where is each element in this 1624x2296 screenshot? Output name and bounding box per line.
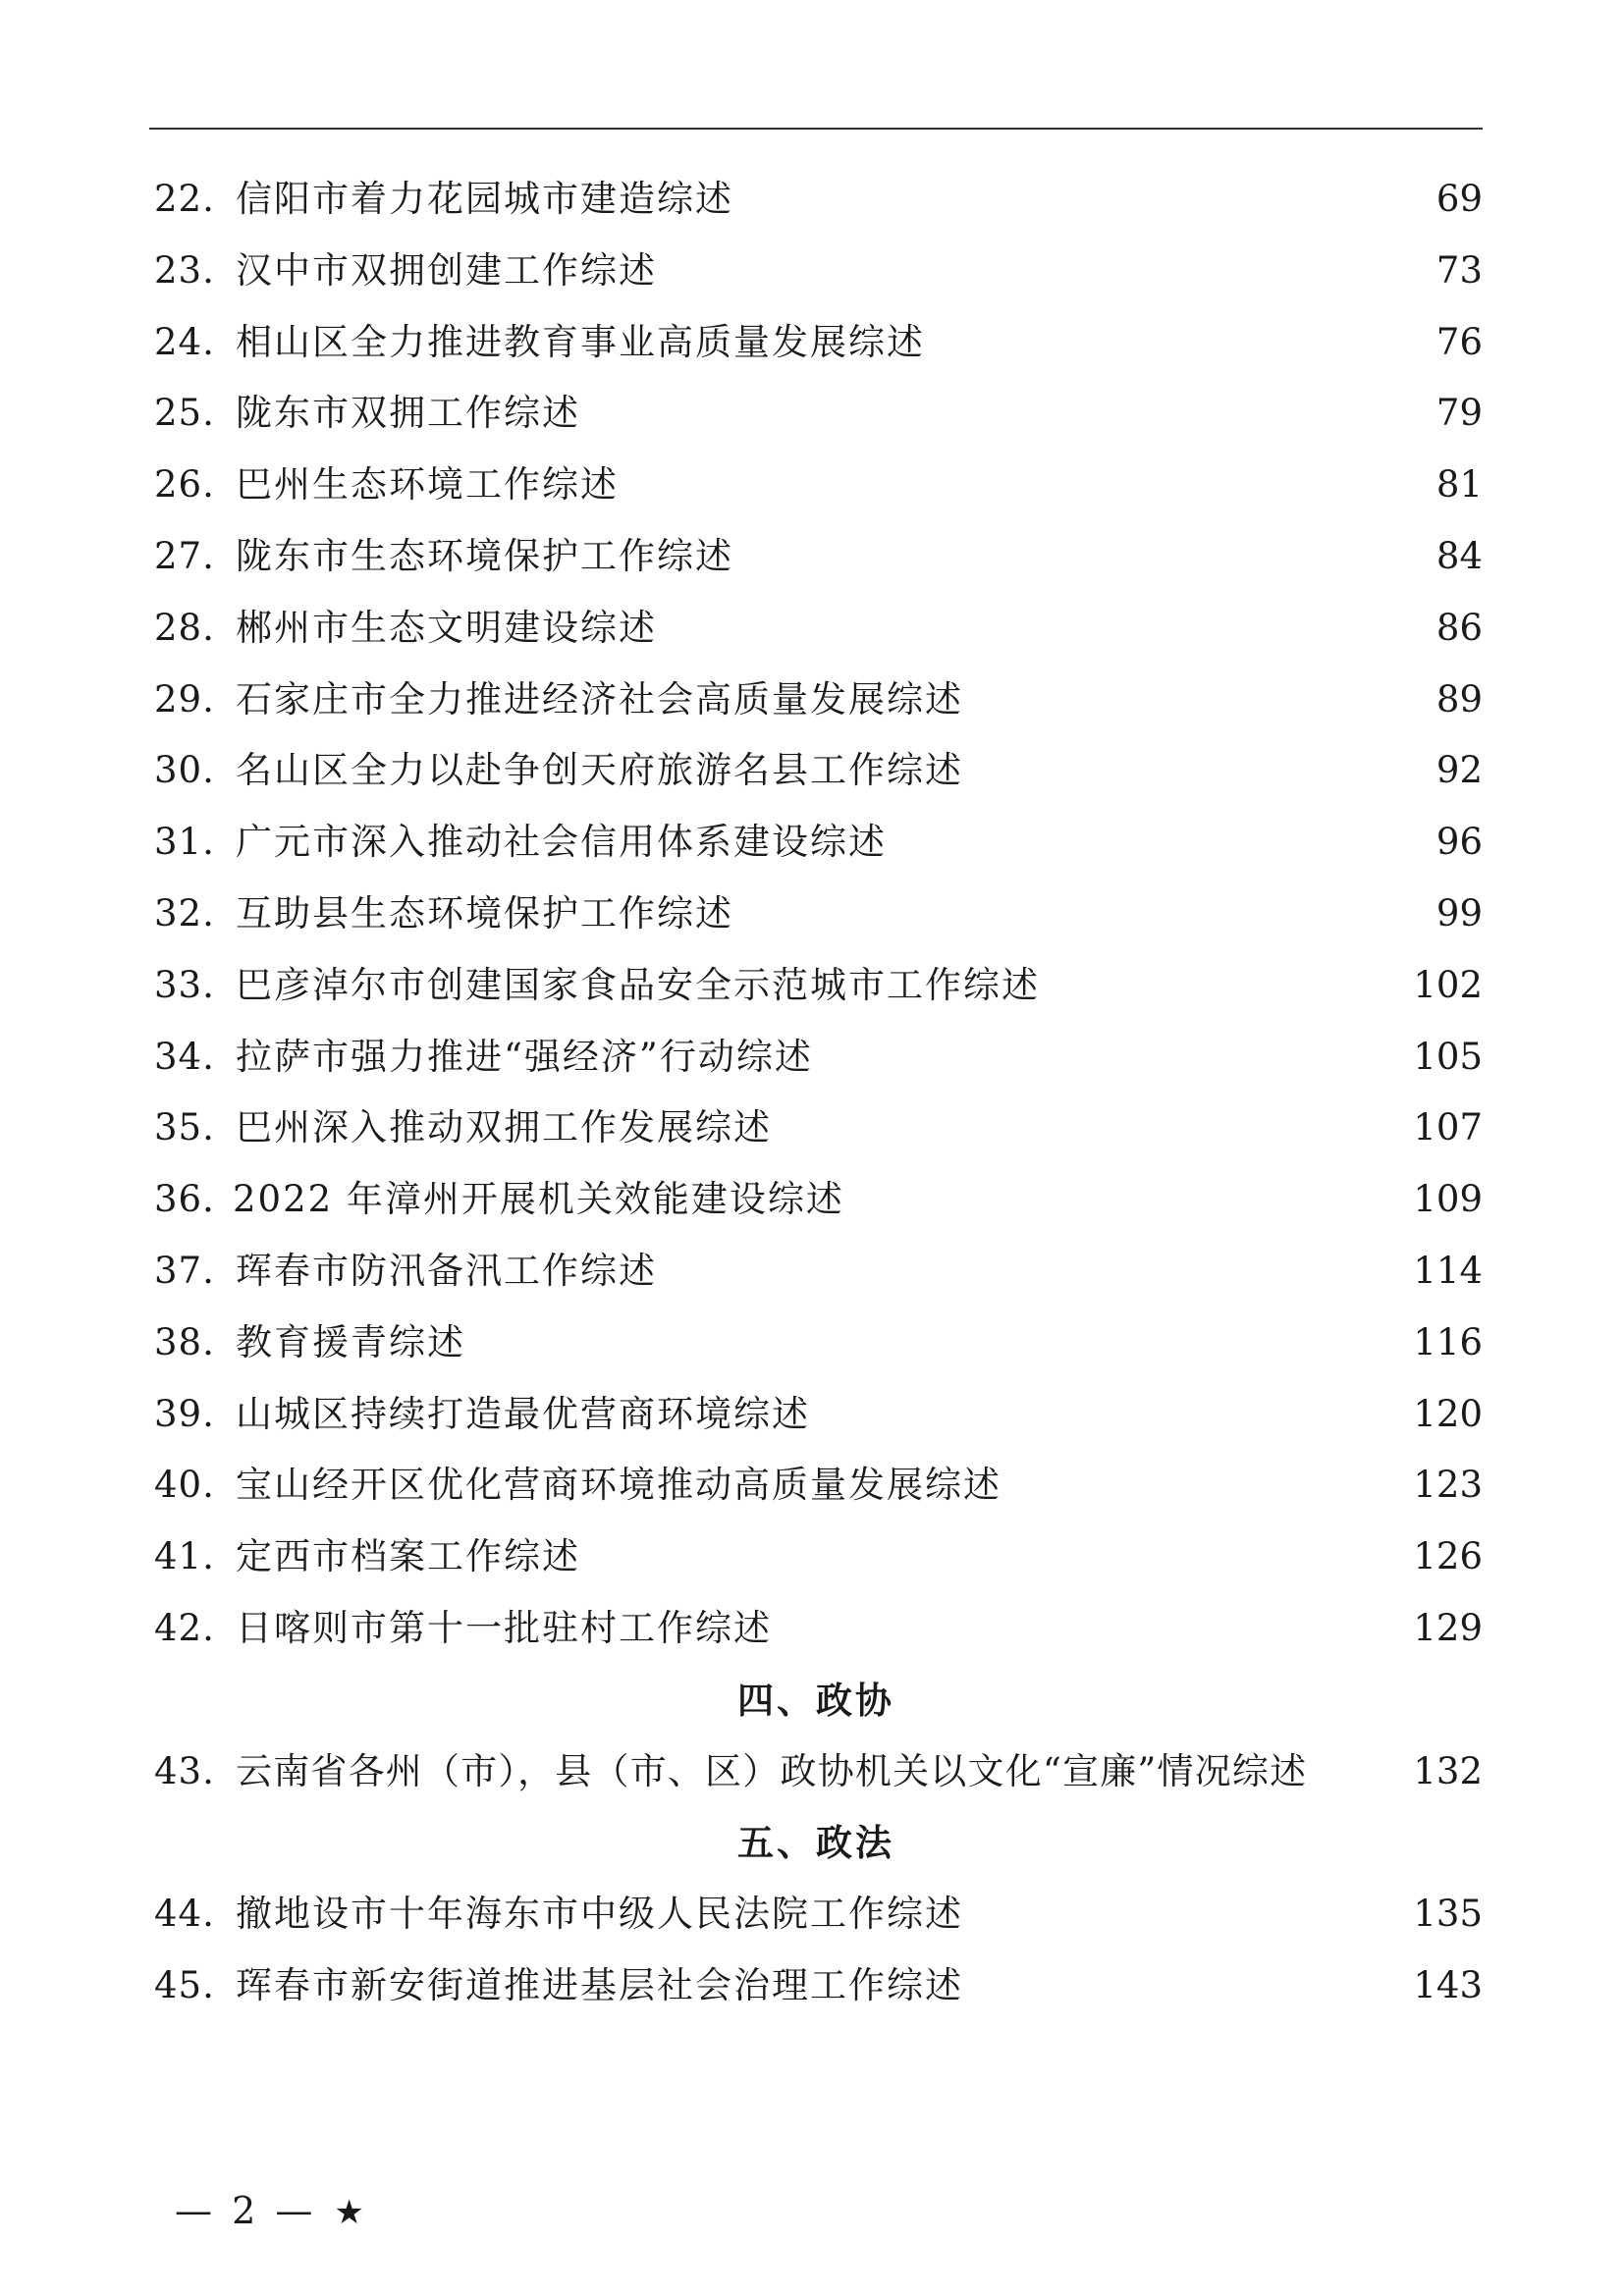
toc-entry-page: 132 xyxy=(1413,1749,1483,1792)
toc-entry-page: 89 xyxy=(1435,677,1483,721)
toc-entry-title: 广元市深入推动社会信用体系建设综述 xyxy=(236,821,887,864)
toc-entry-page: 120 xyxy=(1413,1392,1483,1435)
toc-entry-number: 40. xyxy=(154,1464,215,1507)
toc-entry-page: 116 xyxy=(1413,1320,1483,1363)
toc-entry[interactable] xyxy=(149,879,1483,950)
toc-entry-title: 互助县生态环境保护工作综述 xyxy=(236,891,733,934)
table-of-contents xyxy=(149,164,1483,2022)
toc-entry[interactable] xyxy=(149,1522,1483,1593)
toc-entry-number: 31. xyxy=(154,821,215,864)
toc-entry-title: 巴州深入推动双拥工作发展综述 xyxy=(236,1106,772,1149)
toc-entry[interactable] xyxy=(149,1164,1483,1236)
toc-entry-title: 拉萨市强力推进“强经济”行动综述 xyxy=(236,1035,813,1078)
star-icon: ★ xyxy=(334,2193,368,2232)
toc-entry-number: 42. xyxy=(154,1606,215,1649)
toc-entry-page: 79 xyxy=(1435,392,1483,435)
toc-entry-number: 26. xyxy=(154,463,215,507)
toc-entry-number: 39. xyxy=(154,1392,215,1435)
toc-entry-number: 35. xyxy=(154,1106,215,1149)
toc-entry[interactable] xyxy=(149,1593,1483,1665)
toc-entry-page: 69 xyxy=(1435,178,1483,220)
toc-entry[interactable] xyxy=(149,1022,1483,1094)
toc-entry-title: 定西市档案工作综述 xyxy=(236,1535,580,1578)
page-number-marker: — 2 — xyxy=(175,2189,317,2232)
toc-entry-page: 84 xyxy=(1435,534,1483,577)
toc-entry-page: 76 xyxy=(1435,320,1483,363)
toc-entry-page: 107 xyxy=(1413,1106,1483,1149)
toc-entry-page: 114 xyxy=(1413,1249,1483,1292)
toc-entry[interactable] xyxy=(149,378,1483,450)
toc-entry[interactable] xyxy=(149,1308,1483,1379)
toc-entry[interactable] xyxy=(149,1879,1483,1950)
page-footer xyxy=(175,2189,368,2232)
toc-entry-page: 99 xyxy=(1435,891,1483,934)
toc-entry[interactable] xyxy=(149,665,1483,736)
section-heading: 五、政法 xyxy=(737,1821,894,1865)
toc-entry-number: 27. xyxy=(154,534,215,577)
toc-entry-page: 143 xyxy=(1413,1963,1483,2006)
toc-entry-number: 45. xyxy=(154,1963,215,2006)
toc-entry-page: 123 xyxy=(1413,1464,1483,1507)
toc-entry-number: 43. xyxy=(154,1749,215,1792)
toc-entry-title: 陇东市生态环境保护工作综述 xyxy=(236,534,733,577)
toc-entry-number: 37. xyxy=(154,1249,215,1292)
toc-entry-page: 109 xyxy=(1413,1178,1483,1221)
toc-entry-number: 32. xyxy=(154,891,215,934)
toc-entry-title: 陇东市双拥工作综述 xyxy=(236,392,580,435)
toc-entry-title: 石家庄市全力推进经济社会高质量发展综述 xyxy=(236,677,963,721)
toc-entry-title: 教育援青综述 xyxy=(236,1320,465,1363)
toc-entry[interactable] xyxy=(149,1093,1483,1164)
toc-entry-title: 宝山经开区优化营商环境推动高质量发展综述 xyxy=(236,1464,1001,1507)
toc-entry-title: 云南省各州（市），县（市、区）政协机关以文化“宣廉”情况综述 xyxy=(236,1749,1308,1792)
toc-entry-number: 41. xyxy=(154,1535,215,1578)
toc-entry[interactable] xyxy=(149,1736,1483,1808)
toc-entry-title: 信阳市着力花园城市建造综述 xyxy=(236,178,733,220)
toc-entry[interactable] xyxy=(149,1379,1483,1451)
toc-entry[interactable] xyxy=(149,236,1483,307)
toc-entry[interactable] xyxy=(149,164,1483,236)
toc-entry-number: 44. xyxy=(154,1893,215,1936)
toc-entry-page: 73 xyxy=(1435,248,1483,292)
toc-entry-number: 36． xyxy=(154,1178,241,1221)
toc-entry-number: 25. xyxy=(154,392,215,435)
toc-entry-title: 山城区持续打造最优营商环境综述 xyxy=(236,1392,810,1435)
toc-entry-page: 102 xyxy=(1413,963,1483,1006)
toc-entry-number: 23. xyxy=(154,248,215,292)
toc-entry-title: 珲春市防汛备汛工作综述 xyxy=(236,1249,657,1292)
toc-entry-title: 珲春市新安街道推进基层社会治理工作综述 xyxy=(236,1963,963,2006)
toc-entry-page: 92 xyxy=(1435,749,1483,792)
toc-entry[interactable] xyxy=(149,807,1483,879)
toc-entry[interactable] xyxy=(149,1450,1483,1522)
toc-entry[interactable] xyxy=(149,1950,1483,2022)
toc-entry[interactable] xyxy=(149,593,1483,665)
toc-entry-title: 汉中市双拥创建工作综述 xyxy=(236,248,657,292)
toc-entry[interactable] xyxy=(149,950,1483,1022)
toc-entry-page: 81 xyxy=(1435,463,1483,507)
toc-entry-number: 22. xyxy=(154,178,215,220)
toc-entry-number: 28. xyxy=(154,606,215,649)
toc-entry-number: 38. xyxy=(154,1320,215,1363)
toc-entry-title: 相山区全力推进教育事业高质量发展综述 xyxy=(236,320,925,363)
toc-entry-title: 名山区全力以赴争创天府旅游名县工作综述 xyxy=(236,749,963,792)
toc-entry[interactable] xyxy=(149,450,1483,521)
toc-entry[interactable] xyxy=(149,307,1483,379)
toc-entry-page: 135 xyxy=(1413,1893,1483,1936)
toc-entry-number: 24. xyxy=(154,320,215,363)
toc-entry-page: 105 xyxy=(1413,1035,1483,1078)
toc-entry-title: 撤地设市十年海东市中级人民法院工作综述 xyxy=(236,1893,963,1936)
toc-entry-number: 34. xyxy=(154,1035,215,1078)
toc-entry[interactable] xyxy=(149,735,1483,807)
toc-entry-title: 巴州生态环境工作综述 xyxy=(236,463,619,507)
toc-entry-page: 96 xyxy=(1435,821,1483,864)
header-rule xyxy=(149,128,1483,130)
toc-entry-title: 2022 年漳州开展机关效能建设综述 xyxy=(233,1178,844,1221)
toc-entry[interactable] xyxy=(149,1236,1483,1308)
toc-entry-title: 日喀则市第十一批驻村工作综述 xyxy=(236,1606,772,1649)
toc-entry-page: 86 xyxy=(1435,606,1483,649)
toc-entry[interactable] xyxy=(149,521,1483,593)
toc-entry-title: 郴州市生态文明建设综述 xyxy=(236,606,657,649)
toc-entry-title: 巴彦淖尔市创建国家食品安全示范城市工作综述 xyxy=(236,963,1040,1006)
toc-entry-number: 33. xyxy=(154,963,215,1006)
section-heading: 四、政协 xyxy=(737,1678,894,1722)
toc-entry-number: 30. xyxy=(154,749,215,792)
toc-entry-page: 126 xyxy=(1413,1535,1483,1578)
toc-entry-page: 129 xyxy=(1413,1606,1483,1649)
toc-entry-number: 29. xyxy=(154,677,215,721)
